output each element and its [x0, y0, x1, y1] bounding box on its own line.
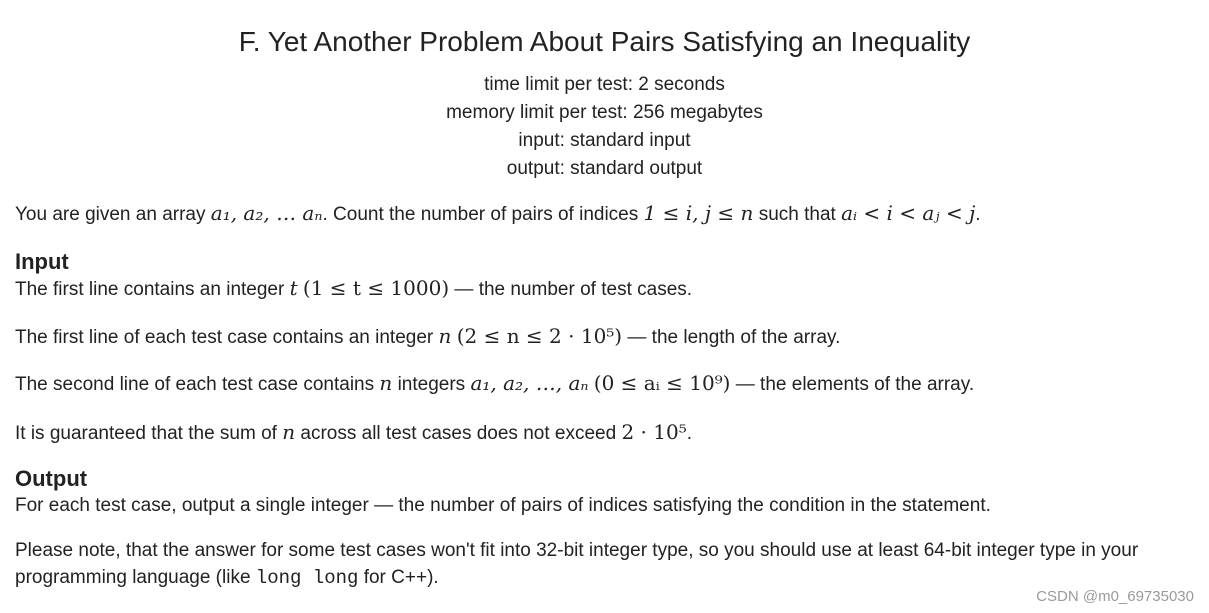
- text: — the number of test cases.: [454, 279, 693, 300]
- memory-limit: memory limit per test: 256 megabytes: [446, 102, 763, 123]
- code-snippet: long long: [255, 567, 359, 589]
- text: The first line contains an integer: [15, 279, 285, 300]
- text: — the elements of the array.: [735, 374, 975, 395]
- math-var: n: [438, 324, 452, 348]
- math-array: a₁, a₂, …, aₙ: [470, 371, 589, 395]
- text: across all test cases does not exceed: [300, 423, 617, 444]
- text: The first line of each test case contains an integer: [15, 327, 434, 348]
- input-line-2: [15, 323, 1189, 351]
- statement-text: You are given an array: [15, 204, 206, 225]
- text: integers: [397, 374, 466, 395]
- output-line-1: For each test case, output a single integer — the number of pairs of indices satisfying the condition in the statement.: [15, 495, 991, 516]
- input-heading: Input: [15, 249, 69, 274]
- statement-text: such that: [758, 204, 836, 225]
- math-range: (1 ≤ t ≤ 1000): [302, 276, 450, 300]
- text: for C++).: [363, 567, 439, 588]
- text: The second line of each test case contains: [15, 374, 375, 395]
- output-note: [15, 537, 1189, 592]
- time-limit: time limit per test: 2 seconds: [484, 74, 725, 95]
- statement-text: .: [975, 204, 981, 225]
- text: .: [686, 423, 693, 444]
- problem-limits: [0, 71, 1209, 183]
- statement-condition: aᵢ < i < aⱼ < j: [841, 201, 976, 225]
- math-var: n: [282, 420, 296, 444]
- input-line-1: [15, 275, 1189, 303]
- input-file: input: standard input: [518, 130, 691, 151]
- input-line-3: [15, 370, 1189, 398]
- problem-title: F. Yet Another Problem About Pairs Satisfying an Inequality: [238, 26, 971, 57]
- text: Please note, that the answer for some test cases won't fit into 32-bit integer type, so you should use at least 64-bit integer type in your programming language (like: [15, 540, 1139, 588]
- watermark: CSDN @m0_69735030: [1036, 588, 1194, 605]
- statement-text: . Count the number of pairs of indices: [322, 204, 639, 225]
- text: It is guaranteed that the sum of: [15, 423, 277, 444]
- math-var: t: [289, 276, 298, 300]
- math-range: (2 ≤ n ≤ 2 · 10⁵): [456, 324, 623, 348]
- output-heading: Output: [15, 466, 88, 491]
- statement-range: 1 ≤ i, j ≤ n: [643, 201, 754, 225]
- math-var: n: [379, 371, 393, 395]
- output-file: output: standard output: [506, 158, 703, 179]
- statement-array: a₁, a₂, … aₙ: [210, 201, 323, 225]
- math-value: 2 · 10⁵: [621, 420, 687, 444]
- math-range: (0 ≤ aᵢ ≤ 10⁹): [593, 371, 731, 395]
- text: — the length of the array.: [627, 327, 841, 348]
- input-line-4: [15, 419, 1189, 447]
- statement-paragraph: [15, 200, 1189, 228]
